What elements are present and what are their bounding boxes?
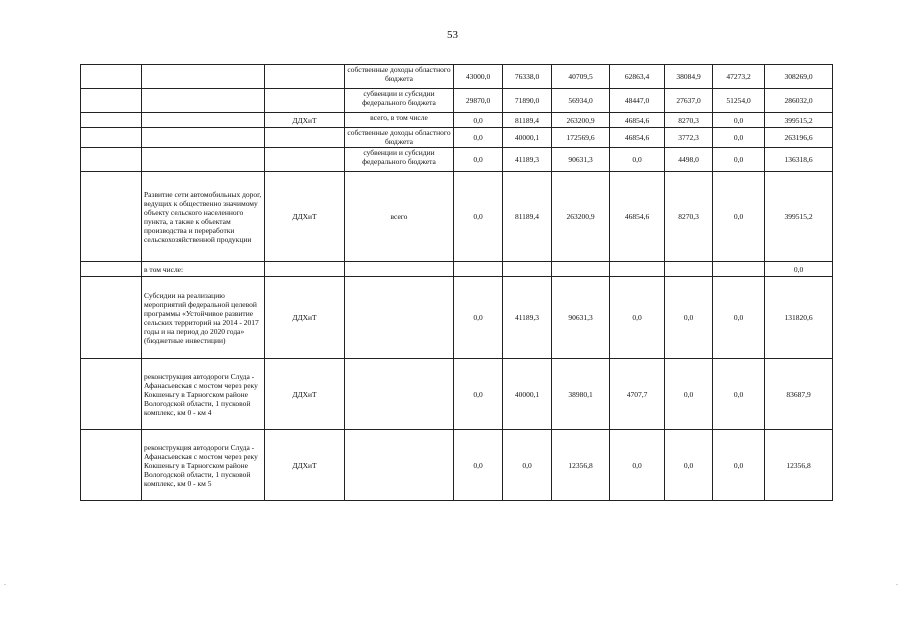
year-value-cell: 38980,1	[552, 359, 610, 430]
executor-cell	[265, 65, 345, 89]
measure-name-cell: Развитие сети автомобильных дорог, ведущих к общественно значимому объекту сельского населенного пункта, а также к объектам производства и переработки сельскохозяйственной продукции	[142, 172, 265, 262]
total-value-cell: 83687,9	[765, 359, 833, 430]
blank-cell	[81, 148, 142, 172]
year-value-cell: 43000,0	[454, 65, 503, 89]
year-value-cell: 263200,9	[552, 172, 610, 262]
year-value-cell	[665, 262, 713, 277]
year-value-cell: 40709,5	[552, 65, 610, 89]
measure-name-cell	[142, 148, 265, 172]
measure-name-cell: реконструкция автодороги Слуда - Афанасьевская с мостом через реку Кокшеньгу в Тарногском районе Вологодской области, 1 пусковой комплекс, км 0 - км 5	[142, 430, 265, 501]
table-row	[81, 277, 833, 359]
measure-name-cell: Субсидии на реализацию мероприятий федеральной целевой программы «Устойчивое развитие сельских территорий на 2014 - 2017 годы и на период до 2020 года» (бюджетные инвестиции)	[142, 277, 265, 359]
year-value-cell	[610, 262, 665, 277]
page-number: 53	[447, 29, 458, 41]
year-value-cell: 172569,6	[552, 128, 610, 148]
total-value-cell: 0,0	[765, 262, 833, 277]
blank-cell	[81, 277, 142, 359]
year-value-cell: 46854,6	[610, 128, 665, 148]
edge-mark: -	[896, 582, 898, 588]
funding-source-cell: субвенции и субсидии федерального бюджета	[345, 148, 454, 172]
year-value-cell: 8270,3	[665, 113, 713, 128]
year-value-cell: 4498,0	[665, 148, 713, 172]
year-value-cell	[503, 262, 552, 277]
table-row	[81, 262, 833, 277]
funding-source-cell	[345, 359, 454, 430]
year-value-cell: 81189,4	[503, 113, 552, 128]
year-value-cell: 46854,6	[610, 113, 665, 128]
funding-source-cell: всего, в том числе	[345, 113, 454, 128]
executor-cell: ДДХиТ	[265, 430, 345, 501]
measure-name-cell	[142, 89, 265, 113]
blank-cell	[81, 113, 142, 128]
year-value-cell: 71890,0	[503, 89, 552, 113]
year-value-cell: 0,0	[454, 359, 503, 430]
measure-name-cell	[142, 128, 265, 148]
year-value-cell: 0,0	[454, 113, 503, 128]
year-value-cell: 51254,0	[713, 89, 765, 113]
year-value-cell: 0,0	[713, 359, 765, 430]
year-value-cell: 56934,0	[552, 89, 610, 113]
year-value-cell: 0,0	[610, 277, 665, 359]
table-row	[81, 128, 833, 148]
blank-cell	[81, 89, 142, 113]
year-value-cell: 0,0	[713, 277, 765, 359]
year-value-cell: 0,0	[454, 277, 503, 359]
funding-source-cell: собственные доходы областного бюджета	[345, 128, 454, 148]
blank-cell	[81, 65, 142, 89]
year-value-cell: 8270,3	[665, 172, 713, 262]
year-value-cell: 38084,9	[665, 65, 713, 89]
year-value-cell: 90631,3	[552, 277, 610, 359]
year-value-cell: 41189,3	[503, 148, 552, 172]
measure-name-cell	[142, 65, 265, 89]
year-value-cell: 0,0	[665, 359, 713, 430]
year-value-cell: 62863,4	[610, 65, 665, 89]
table-row	[81, 359, 833, 430]
subtotal-label-cell: в том числе:	[142, 262, 265, 277]
year-value-cell: 27637,0	[665, 89, 713, 113]
year-value-cell: 0,0	[454, 430, 503, 501]
year-value-cell: 47273,2	[713, 65, 765, 89]
blank-cell	[81, 128, 142, 148]
budget-table	[80, 64, 833, 501]
executor-cell: ДДХиТ	[265, 277, 345, 359]
funding-source-cell: всего	[345, 172, 454, 262]
year-value-cell: 90631,3	[552, 148, 610, 172]
edge-mark: -	[4, 582, 6, 588]
executor-cell: ДДХиТ	[265, 359, 345, 430]
table-row	[81, 430, 833, 501]
measure-name-cell	[142, 113, 265, 128]
table-row	[81, 113, 833, 128]
total-value-cell: 136318,6	[765, 148, 833, 172]
year-value-cell: 0,0	[713, 148, 765, 172]
year-value-cell: 0,0	[610, 148, 665, 172]
year-value-cell: 40000,1	[503, 359, 552, 430]
year-value-cell	[454, 262, 503, 277]
year-value-cell: 0,0	[454, 148, 503, 172]
funding-source-cell	[345, 277, 454, 359]
year-value-cell: 48447,0	[610, 89, 665, 113]
blank-cell	[81, 262, 142, 277]
year-value-cell: 0,0	[665, 430, 713, 501]
executor-cell: ДДХиТ	[265, 113, 345, 128]
total-value-cell: 12356,8	[765, 430, 833, 501]
year-value-cell: 0,0	[454, 172, 503, 262]
funding-source-cell: субвенции и субсидии федерального бюджета	[345, 89, 454, 113]
year-value-cell: 0,0	[665, 277, 713, 359]
year-value-cell	[552, 262, 610, 277]
year-value-cell: 0,0	[713, 113, 765, 128]
year-value-cell	[713, 262, 765, 277]
executor-cell	[265, 262, 345, 277]
blank-cell	[81, 172, 142, 262]
year-value-cell: 0,0	[454, 128, 503, 148]
executor-cell	[265, 148, 345, 172]
blank-cell	[81, 359, 142, 430]
year-value-cell: 3772,3	[665, 128, 713, 148]
year-value-cell: 0,0	[610, 430, 665, 501]
year-value-cell: 41189,3	[503, 277, 552, 359]
total-value-cell: 286032,0	[765, 89, 833, 113]
executor-cell: ДДХиТ	[265, 172, 345, 262]
blank-cell	[81, 430, 142, 501]
total-value-cell: 263196,6	[765, 128, 833, 148]
executor-cell	[265, 89, 345, 113]
total-value-cell: 131820,6	[765, 277, 833, 359]
total-value-cell: 399515,2	[765, 172, 833, 262]
year-value-cell: 0,0	[713, 430, 765, 501]
table-row	[81, 65, 833, 89]
year-value-cell: 0,0	[713, 172, 765, 262]
year-value-cell: 46854,6	[610, 172, 665, 262]
year-value-cell: 4707,7	[610, 359, 665, 430]
year-value-cell: 76338,0	[503, 65, 552, 89]
year-value-cell: 81189,4	[503, 172, 552, 262]
year-value-cell: 12356,8	[552, 430, 610, 501]
table-row	[81, 172, 833, 262]
year-value-cell: 263200,9	[552, 113, 610, 128]
total-value-cell: 308269,0	[765, 65, 833, 89]
total-value-cell: 399515,2	[765, 113, 833, 128]
funding-source-cell: собственные доходы областного бюджета	[345, 65, 454, 89]
year-value-cell: 0,0	[713, 128, 765, 148]
table-row	[81, 89, 833, 113]
funding-source-cell	[345, 262, 454, 277]
executor-cell	[265, 128, 345, 148]
table-row	[81, 148, 833, 172]
funding-source-cell	[345, 430, 454, 501]
measure-name-cell: реконструкция автодороги Слуда - Афанасьевская с мостом через реку Кокшеньгу в Тарногском районе Вологодской области, 1 пусковой комплекс, км 0 - км 4	[142, 359, 265, 430]
year-value-cell: 0,0	[503, 430, 552, 501]
year-value-cell: 40000,1	[503, 128, 552, 148]
year-value-cell: 29870,0	[454, 89, 503, 113]
